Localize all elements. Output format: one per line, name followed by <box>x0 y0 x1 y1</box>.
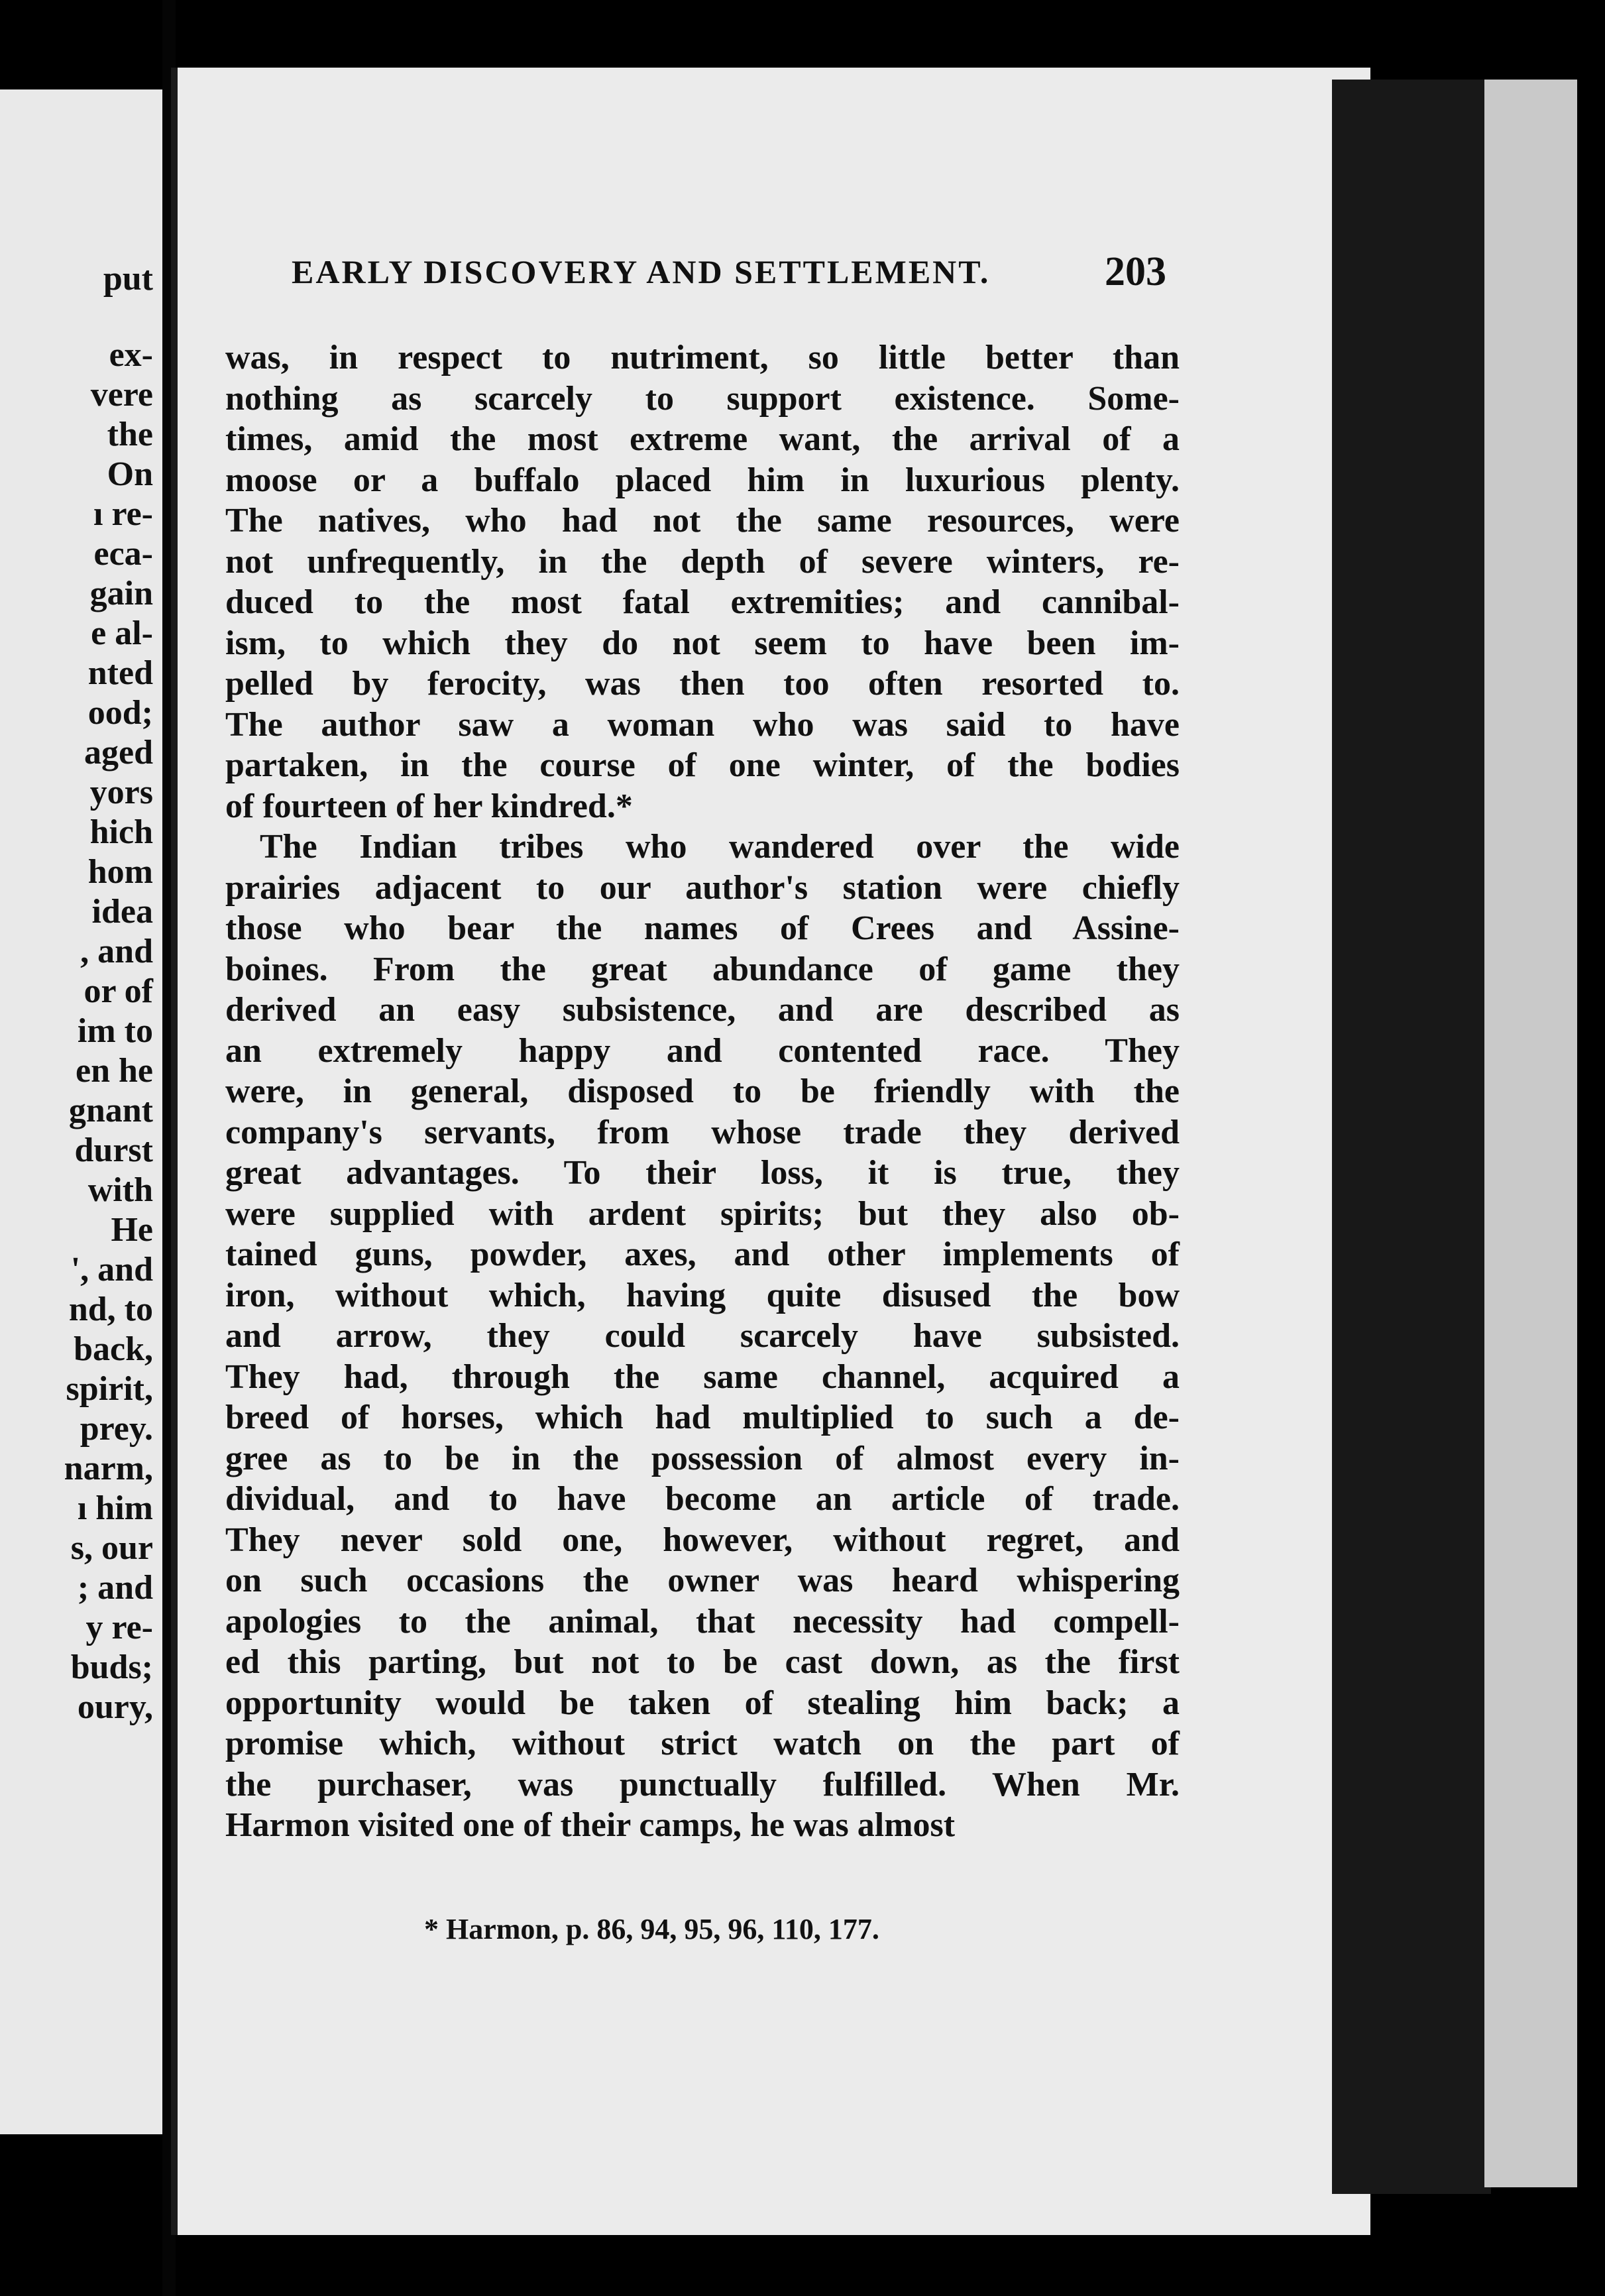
text-line: prairies adjacent to our author's station were chiefly <box>225 869 1180 907</box>
text-line: not unfrequently, in the depth of severe winters, re- <box>225 543 1180 581</box>
left-page-fragment: nted <box>87 654 153 692</box>
page-stack-edge <box>1332 80 1491 2194</box>
left-page-fragment: vere <box>90 376 153 414</box>
left-page-fragment: narm, <box>64 1450 153 1487</box>
text-line: partaken, in the course of one winter, of the bodies <box>225 746 1180 784</box>
left-page-fragment: y re- <box>85 1609 153 1646</box>
text-line: gree as to be in the possession of almost every in- <box>225 1440 1180 1477</box>
left-page-fragment: spirit, <box>66 1370 153 1408</box>
text-line: ism, to which they do not seem to have been im- <box>225 624 1180 662</box>
text-line: was, in respect to nutriment, so little better than <box>225 339 1180 376</box>
text-line: They had, through the same channel, acquired a <box>225 1358 1180 1396</box>
text-line: breed of horses, which had multiplied to such a de- <box>225 1399 1180 1436</box>
text-line: promise which, without strict watch on the part of <box>225 1725 1180 1762</box>
left-page-fragment: e al- <box>91 614 153 652</box>
left-page-fragment: en he <box>76 1052 153 1090</box>
text-line: tained guns, powder, axes, and other implements of <box>225 1235 1180 1273</box>
left-page-fragment: s, our <box>70 1529 153 1567</box>
left-page-fragment: On <box>107 455 153 493</box>
left-page-fragment: He <box>111 1211 153 1249</box>
text-line: and arrow, they could scarcely have subsisted. <box>225 1317 1180 1355</box>
text-line: iron, without which, having quite disused the bow <box>225 1277 1180 1314</box>
text-line: derived an easy subsistence, and are described as <box>225 991 1180 1029</box>
text-line: those who bear the names of Crees and Assine- <box>225 909 1180 947</box>
text-line: boines. From the great abundance of game they <box>225 950 1180 988</box>
left-page-fragment: , and <box>80 933 153 970</box>
text-line: pelled by ferocity, was then too often resorted to. <box>225 665 1180 703</box>
text-line: moose or a buffalo placed him in luxurious plenty. <box>225 461 1180 499</box>
text-line: the purchaser, was punctually fulfilled. When Mr. <box>225 1766 1180 1804</box>
footnote: * Harmon, p. 86, 94, 95, 96, 110, 177. <box>424 1913 879 1945</box>
left-page-fragment: gnant <box>68 1092 153 1129</box>
left-page-fragment: hom <box>87 853 153 891</box>
left-page-fragment: nd, to <box>68 1291 153 1328</box>
text-line: were, in general, disposed to be friendly with the <box>225 1072 1180 1110</box>
left-page-fragment: ex- <box>109 336 153 374</box>
left-page-fragment: with <box>87 1171 153 1209</box>
text-line: opportunity would be taken of stealing him back; a <box>225 1684 1180 1722</box>
text-line: great advantages. To their loss, it is true, they <box>225 1154 1180 1192</box>
left-page-fragment: put <box>103 260 153 298</box>
left-page-fragment: im to <box>77 1012 153 1050</box>
text-line: of fourteen of her kindred.* <box>225 787 633 825</box>
left-page-fragment: gain <box>89 575 153 612</box>
left-page-fragment: the <box>107 416 153 453</box>
running-head-title: EARLY DISCOVERY AND SETTLEMENT. <box>292 253 991 290</box>
text-line: The natives, who had not the same resources, were <box>225 502 1180 540</box>
text-line: The Indian tribes who wandered over the wide <box>260 828 1180 866</box>
text-line: duced to the most fatal extremities; and cannibal- <box>225 583 1180 621</box>
left-page-fragment: ı him <box>77 1489 153 1527</box>
left-page-fragment: ', and <box>70 1251 153 1289</box>
left-page-fragment: eca- <box>93 535 153 573</box>
left-page-edge <box>0 89 162 2134</box>
left-page-fragment: idea <box>91 893 153 931</box>
text-line: nothing as scarcely to support existence. Some- <box>225 380 1180 418</box>
left-page-fragment: oury, <box>77 1688 153 1726</box>
text-line: dividual, and to have become an article of trade. <box>225 1480 1180 1518</box>
text-line: were supplied with ardent spirits; but they also ob- <box>225 1195 1180 1233</box>
text-line: company's servants, from whose trade they derived <box>225 1114 1180 1151</box>
left-page-fragment: durst <box>74 1131 153 1169</box>
running-head <box>292 249 1166 295</box>
text-line: The author saw a woman who was said to have <box>225 706 1180 744</box>
left-page-fragment: yors <box>89 774 153 811</box>
left-page-fragment: back, <box>74 1330 153 1368</box>
text-line: an extremely happy and contented race. They <box>225 1032 1180 1070</box>
text-line: apologies to the animal, that necessity had compell- <box>225 1603 1180 1640</box>
page-number: 203 <box>1105 249 1166 294</box>
left-page-fragment: aged <box>84 734 153 772</box>
back-cover-edge <box>1484 80 1577 2187</box>
left-page-fragment: ; and <box>77 1569 153 1607</box>
text-line: Harmon visited one of their camps, he was almost <box>225 1806 956 1844</box>
left-page-fragment: or of <box>83 972 153 1010</box>
text-line: times, amid the most extreme want, the arrival of a <box>225 420 1180 458</box>
text-line: ed this parting, but not to be cast down, as the first <box>225 1643 1180 1681</box>
left-page-fragment: hich <box>89 813 153 851</box>
left-page-fragment: ı re- <box>93 495 153 533</box>
text-line: on such occasions the owner was heard whispering <box>225 1562 1180 1599</box>
left-page-fragment: prey. <box>80 1410 153 1448</box>
left-page-fragment: ood; <box>87 694 153 732</box>
text-line: They never sold one, however, without regret, and <box>225 1521 1180 1559</box>
left-page-fragment: buds; <box>70 1648 153 1686</box>
